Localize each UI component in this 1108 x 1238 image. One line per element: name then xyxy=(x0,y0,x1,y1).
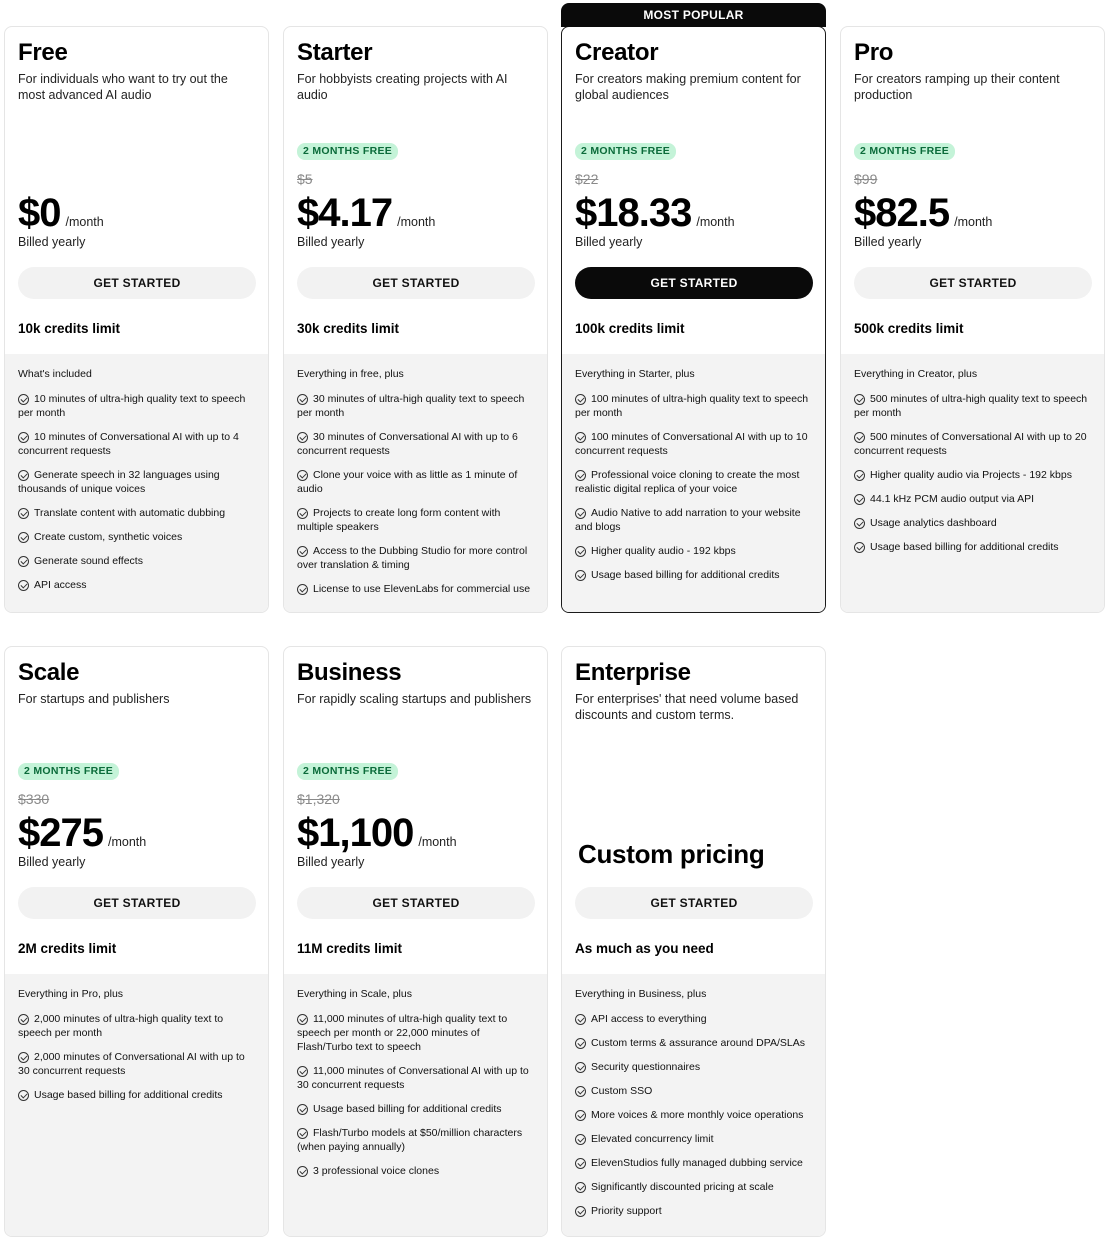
feature-item xyxy=(297,1102,534,1116)
plan-price: $4.17 xyxy=(297,191,393,235)
price-period: /month xyxy=(107,835,147,849)
feature-text: Flash/Turbo models at $50/million characters (when paying annually) xyxy=(297,1127,523,1153)
feature-text: Usage based billing for additional credits xyxy=(870,541,1059,553)
feature-text: Audio Native to add narration to your website and blogs xyxy=(575,507,801,533)
price-period: /month xyxy=(696,215,735,229)
included-heading: What's included xyxy=(18,368,92,380)
feature-text: Significantly discounted pricing at scale xyxy=(591,1181,774,1193)
check-circle-icon xyxy=(854,470,865,481)
plan-price: $82.5 xyxy=(854,191,950,235)
feature-item xyxy=(18,430,255,458)
plan-name: Pro xyxy=(854,39,894,66)
features-panel xyxy=(562,974,825,1236)
feature-item xyxy=(297,1012,534,1054)
feature-text: 2,000 minutes of Conversational AI with up to 30 concurrent requests xyxy=(18,1051,245,1077)
feature-item xyxy=(575,544,812,558)
plan-price: $0 xyxy=(18,191,61,235)
feature-item xyxy=(18,578,255,592)
price-row xyxy=(297,189,435,237)
feature-list xyxy=(18,392,255,592)
feature-text: Usage analytics dashboard xyxy=(870,517,997,529)
plan-description: For individuals who want to try out the most advanced AI audio xyxy=(18,72,228,102)
check-circle-icon xyxy=(575,508,586,519)
get-started-button[interactable]: GET STARTED xyxy=(575,267,813,299)
feature-text: License to use ElevenLabs for commercial use xyxy=(313,583,531,595)
price-period: /month xyxy=(397,215,436,229)
feature-text: Usage based billing for additional credits xyxy=(591,569,780,581)
check-circle-icon xyxy=(297,1014,308,1025)
check-circle-icon xyxy=(18,1014,29,1025)
billing-note: Billed yearly xyxy=(18,855,86,869)
check-circle-icon xyxy=(575,570,586,581)
check-circle-icon xyxy=(575,1014,586,1025)
feature-item xyxy=(18,554,255,568)
get-started-button[interactable]: GET STARTED xyxy=(297,267,535,299)
discount-badge: 2 MONTHS FREE xyxy=(575,143,676,160)
feature-item xyxy=(575,1204,812,1218)
feature-text: Custom terms & assurance around DPA/SLAs xyxy=(591,1037,805,1049)
feature-text: Translate content with automatic dubbing xyxy=(34,507,226,519)
original-price: $330 xyxy=(18,791,50,807)
plan-description: For rapidly scaling startups and publishers xyxy=(297,692,532,706)
check-circle-icon xyxy=(575,1110,586,1121)
check-circle-icon xyxy=(575,1086,586,1097)
price-period: /month xyxy=(65,215,104,229)
credits-limit: As much as you need xyxy=(575,941,714,956)
feature-item xyxy=(297,1064,534,1092)
feature-text: 100 minutes of ultra-high quality text to speech per month xyxy=(575,393,809,419)
plan-price: $275 xyxy=(18,811,103,855)
check-circle-icon xyxy=(297,1166,308,1177)
feature-text: 44.1 kHz PCM audio output via API xyxy=(870,493,1035,505)
feature-text: Usage based billing for additional credits xyxy=(313,1103,502,1115)
feature-text: Usage based billing for additional credits xyxy=(34,1089,223,1101)
feature-item xyxy=(575,468,812,496)
check-circle-icon xyxy=(297,1066,308,1077)
feature-item xyxy=(297,506,534,534)
discount-badge: 2 MONTHS FREE xyxy=(297,763,398,780)
check-circle-icon xyxy=(297,1128,308,1139)
credits-limit: 2M credits limit xyxy=(18,941,117,956)
check-circle-icon xyxy=(854,432,865,443)
feature-item xyxy=(854,516,1091,530)
included-heading: Everything in Scale, plus xyxy=(297,988,412,1000)
feature-item xyxy=(18,530,255,544)
billing-note: Billed yearly xyxy=(297,235,365,249)
check-circle-icon xyxy=(297,1104,308,1115)
features-panel xyxy=(284,354,547,612)
feature-text: Create custom, synthetic voices xyxy=(34,531,183,543)
feature-item xyxy=(297,468,534,496)
plan-name: Enterprise xyxy=(575,659,691,686)
get-started-button[interactable]: GET STARTED xyxy=(18,887,256,919)
feature-text: 2,000 minutes of ultra-high quality text to speech per month xyxy=(18,1013,224,1039)
feature-text: 11,000 minutes of Conversational AI with up to 30 concurrent requests xyxy=(297,1065,529,1091)
check-circle-icon xyxy=(297,432,308,443)
feature-text: Projects to create long form content with multiple speakers xyxy=(297,507,501,533)
feature-item xyxy=(575,1132,812,1146)
feature-text: 3 professional voice clones xyxy=(313,1165,440,1177)
price-row xyxy=(18,809,146,857)
feature-list xyxy=(18,1012,255,1102)
features-panel xyxy=(284,974,547,1236)
plan-description: For creators making premium content for global audiences xyxy=(575,72,801,102)
feature-item xyxy=(575,1108,812,1122)
check-circle-icon xyxy=(18,556,29,567)
original-price: $1,320 xyxy=(297,791,340,807)
check-circle-icon xyxy=(575,1038,586,1049)
get-started-button[interactable]: GET STARTED xyxy=(297,887,535,919)
billing-note: Billed yearly xyxy=(575,235,643,249)
plan-description: For startups and publishers xyxy=(18,692,170,706)
plan-card-free xyxy=(4,26,269,613)
check-circle-icon xyxy=(854,542,865,553)
check-circle-icon xyxy=(575,470,586,481)
feature-text: More voices & more monthly voice operations xyxy=(591,1109,804,1121)
plan-card-scale xyxy=(4,646,269,1237)
feature-list xyxy=(854,392,1091,554)
credits-limit: 10k credits limit xyxy=(18,321,121,336)
feature-text: 10 minutes of Conversational AI with up to 4 concurrent requests xyxy=(18,431,239,457)
price-row xyxy=(297,809,457,857)
check-circle-icon xyxy=(297,470,308,481)
plan-card-business xyxy=(283,646,548,1237)
feature-item xyxy=(854,392,1091,420)
plan-name: Starter xyxy=(297,39,373,66)
plan-price: $18.33 xyxy=(575,191,692,235)
original-price: $5 xyxy=(297,171,313,187)
feature-text: Priority support xyxy=(591,1205,662,1217)
plan-card-creator xyxy=(561,8,826,613)
credits-limit: 500k credits limit xyxy=(854,321,964,336)
feature-text: 10 minutes of ultra-high quality text to speech per month xyxy=(18,393,246,419)
plan-name: Free xyxy=(18,39,68,66)
check-circle-icon xyxy=(18,1090,29,1101)
features-panel xyxy=(5,354,268,612)
plan-description: For enterprises' that need volume based discounts and custom terms. xyxy=(575,692,799,722)
plan-price: $1,100 xyxy=(297,811,414,855)
most-popular-ribbon: MOST POPULAR xyxy=(561,3,826,27)
feature-item xyxy=(297,392,534,420)
credits-limit: 11M credits limit xyxy=(297,941,403,956)
included-heading: Everything in Business, plus xyxy=(575,988,707,1000)
feature-list xyxy=(297,392,534,596)
feature-item xyxy=(854,540,1091,554)
check-circle-icon xyxy=(18,394,29,405)
check-circle-icon xyxy=(297,394,308,405)
plan-name: Business xyxy=(297,659,402,686)
check-circle-icon xyxy=(18,1052,29,1063)
check-circle-icon xyxy=(297,584,308,595)
price-row xyxy=(575,189,735,237)
feature-text: 30 minutes of ultra-high quality text to speech per month xyxy=(297,393,525,419)
get-started-button[interactable]: GET STARTED xyxy=(18,267,256,299)
check-circle-icon xyxy=(575,1134,586,1145)
feature-text: Generate sound effects xyxy=(34,555,143,567)
feature-item xyxy=(854,492,1091,506)
feature-text: Custom SSO xyxy=(591,1085,653,1097)
feature-item xyxy=(18,1012,255,1040)
features-panel xyxy=(562,354,825,612)
original-price: $99 xyxy=(854,171,878,187)
price-row xyxy=(854,189,992,237)
feature-text: Elevated concurrency limit xyxy=(591,1133,714,1145)
plan-card-starter xyxy=(283,26,548,613)
feature-item xyxy=(575,430,812,458)
feature-item xyxy=(854,468,1091,482)
check-circle-icon xyxy=(854,518,865,529)
feature-text: Generate speech in 32 languages using thousands of unique voices xyxy=(18,469,220,495)
check-circle-icon xyxy=(575,1206,586,1217)
plan-name: Scale xyxy=(18,659,80,686)
feature-item xyxy=(297,430,534,458)
check-circle-icon xyxy=(297,546,308,557)
feature-text: 500 minutes of ultra-high quality text to speech per month xyxy=(854,393,1088,419)
feature-item xyxy=(18,468,255,496)
included-heading: Everything in free, plus xyxy=(297,368,404,380)
get-started-button[interactable]: GET STARTED xyxy=(854,267,1092,299)
feature-item xyxy=(575,392,812,420)
feature-item xyxy=(18,1050,255,1078)
check-circle-icon xyxy=(575,1062,586,1073)
check-circle-icon xyxy=(18,532,29,543)
feature-text: 100 minutes of Conversational AI with up to 10 concurrent requests xyxy=(575,431,808,457)
feature-item xyxy=(297,1126,534,1154)
feature-item xyxy=(575,1012,812,1026)
check-circle-icon xyxy=(575,1158,586,1169)
check-circle-icon xyxy=(18,508,29,519)
original-price: $22 xyxy=(575,171,599,187)
plan-card-pro xyxy=(840,26,1105,613)
check-circle-icon xyxy=(854,394,865,405)
feature-item xyxy=(575,1156,812,1170)
included-heading: Everything in Pro, plus xyxy=(18,988,124,1000)
feature-item xyxy=(297,544,534,572)
billing-note: Billed yearly xyxy=(854,235,922,249)
check-circle-icon xyxy=(18,470,29,481)
feature-item xyxy=(297,1164,534,1178)
check-circle-icon xyxy=(575,432,586,443)
check-circle-icon xyxy=(575,394,586,405)
feature-item xyxy=(297,582,534,596)
feature-text: API access xyxy=(34,579,87,591)
feature-text: Professional voice cloning to create the most realistic digital replica of your voice xyxy=(575,469,800,495)
credits-limit: 30k credits limit xyxy=(297,321,400,336)
feature-text: API access to everything xyxy=(591,1013,707,1025)
check-circle-icon xyxy=(575,1182,586,1193)
feature-item xyxy=(575,1036,812,1050)
discount-badge: 2 MONTHS FREE xyxy=(297,143,398,160)
feature-text: 500 minutes of Conversational AI with up to 20 concurrent requests xyxy=(854,431,1087,457)
billing-note: Billed yearly xyxy=(18,235,86,249)
feature-item xyxy=(575,568,812,582)
credits-limit: 100k credits limit xyxy=(575,321,685,336)
feature-text: Clone your voice with as little as 1 minute of audio xyxy=(297,469,518,495)
feature-item xyxy=(18,1088,255,1102)
feature-list xyxy=(575,1012,812,1218)
check-circle-icon xyxy=(575,546,586,557)
feature-item xyxy=(18,392,255,420)
feature-text: 30 minutes of Conversational AI with up to 6 concurrent requests xyxy=(297,431,518,457)
feature-text: Access to the Dubbing Studio for more control over translation & timing xyxy=(297,545,528,571)
check-circle-icon xyxy=(297,508,308,519)
get-started-button[interactable]: GET STARTED xyxy=(575,887,813,919)
feature-item xyxy=(575,1084,812,1098)
price-period: /month xyxy=(418,835,457,849)
feature-text: Security questionnaires xyxy=(591,1061,701,1073)
feature-list xyxy=(297,1012,534,1178)
plan-name: Creator xyxy=(575,39,659,66)
check-circle-icon xyxy=(18,432,29,443)
plan-card-enterprise xyxy=(561,646,826,1237)
feature-text: 11,000 minutes of ultra-high quality text to speech per month or 22,000 minutes of Flash/Turbo text to speech xyxy=(297,1013,508,1053)
feature-item xyxy=(575,1060,812,1074)
included-heading: Everything in Creator, plus xyxy=(854,368,978,380)
custom-pricing-label: Custom pricing xyxy=(578,839,765,869)
plan-description: For creators ramping up their content production xyxy=(854,72,1060,102)
price-row xyxy=(18,189,104,237)
discount-badge: 2 MONTHS FREE xyxy=(854,143,955,160)
price-period: /month xyxy=(954,215,993,229)
features-panel xyxy=(5,974,268,1236)
discount-badge: 2 MONTHS FREE xyxy=(18,763,119,780)
feature-text: ElevenStudios fully managed dubbing service xyxy=(591,1157,803,1169)
billing-note: Billed yearly xyxy=(297,855,365,869)
feature-item xyxy=(18,506,255,520)
plan-description: For hobbyists creating projects with AI audio xyxy=(297,72,508,102)
feature-item xyxy=(575,1180,812,1194)
feature-item xyxy=(854,430,1091,458)
feature-text: Higher quality audio - 192 kbps xyxy=(591,545,736,557)
check-circle-icon xyxy=(18,580,29,591)
check-circle-icon xyxy=(854,494,865,505)
feature-item xyxy=(575,506,812,534)
features-panel xyxy=(841,354,1104,612)
feature-text: Higher quality audio via Projects - 192 kbps xyxy=(870,469,1072,481)
included-heading: Everything in Starter, plus xyxy=(575,368,695,380)
feature-list xyxy=(575,392,812,582)
